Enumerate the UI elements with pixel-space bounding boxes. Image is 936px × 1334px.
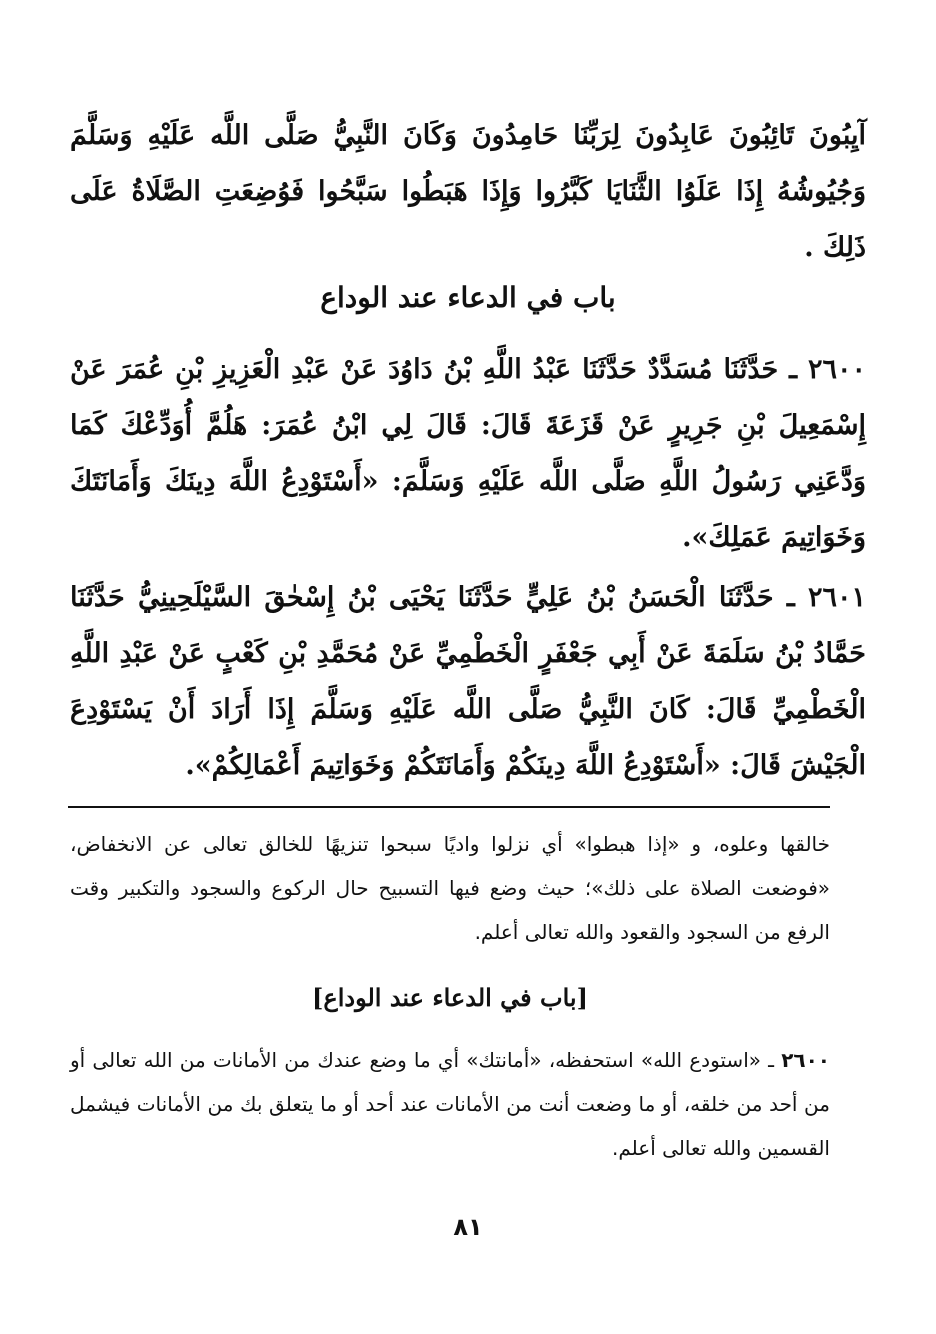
hadith-2601 — [70, 570, 866, 794]
continuation-text: آيِبُونَ تَائِبُونَ عَابِدُونَ لِرَبِّنَا حَامِدُونَ وَكَانَ النَّبِيُّ صَلَّى اللَّه عَلَيْهِ وَسَلَّمَ وَجُيُوشُهُ إِذَا عَلَوُا الثَّنَايَا كَبَّرُوا وَإِذَا هَبَطُوا سَبَّحُوا فَوُضِعَتِ الصَّلَاةُ عَلَى ذَلِكَ . — [70, 120, 866, 263]
note-number: ٢٦٠٠ — [781, 1048, 831, 1072]
hadith-number: ٢٦٠٠ — [807, 354, 866, 385]
commentary-text: خالقها وعلوه، و «إذا هبطوا» أي نزلوا واديًا سبحوا تنزيهًا للخالق تعالى عن الانخفاض، «فوضعت الصلاة على ذلك»؛ حيث وضع فيها التسبيح حال الركوع والسجود والتكبير وقت الرفع من السجود والقعود والله تعالى أعلم. — [70, 832, 830, 944]
note-text: ـ «استودع الله» استحفظه، «أمانتك» أي ما وضع عندك من الأمانات من الله تعالى أو من أحد من خلقه، أو ما وضعت أنت من الأمانات عند أحد أو ما يتعلق بك من الأمانات فيشمل القسمين والله تعالى أعلم. — [70, 1048, 830, 1160]
page-number: ٨١ — [453, 1213, 483, 1241]
continuation-paragraph — [70, 108, 866, 276]
hadith-text: ـ حَدَّثَنَا الْحَسَنُ بْنُ عَلِيٍّ حَدَّثَنَا يَحْيَى بْنُ إِسْحٰقَ السَّيْلَحِينِيُّ حَدَّثَنَا حَمَّادُ بْنُ سَلَمَةَ عَنْ أَبِي جَعْفَرٍ الْخَطْمِيِّ عَنْ مُحَمَّدِ بْنِ كَعْبٍ عَنْ عَبْدِ اللَّهِ الْخَطْمِيِّ قَالَ: كَانَ النَّبِيُّ صَلَّى اللَّه عَلَيْهِ وَسَلَّمَ إِذَا أَرَادَ أَنْ يَسْتَوْدِعَ الْجَيْشَ قَالَ: «أَسْتَوْدِعُ اللَّهَ دِينَكُمْ وَأَمَانَتَكُمْ وَخَوَاتِيمَ أَعْمَالِكُمْ». — [70, 582, 866, 781]
footnote-divider — [68, 806, 830, 808]
hadith-number: ٢٦٠١ — [807, 582, 866, 613]
hadith-text: ـ حَدَّثَنَا مُسَدَّدٌ حَدَّثَنَا عَبْدُ اللَّهِ بْنُ دَاوُدَ عَنْ عَبْدِ الْعَزِيزِ بْنِ عُمَرَ عَنْ إِسْمَعِيلَ بْنِ جَرِيرٍ عَنْ قَزَعَةَ قَالَ: قَالَ لِي ابْنُ عُمَرَ: هَلُمَّ أُوَدِّعْكَ كَمَا وَدَّعَنِي رَسُولُ اللَّهِ صَلَّى اللَّه عَلَيْهِ وَسَلَّمَ: «أَسْتَوْدِعُ اللَّهَ دِينَكَ وَأَمَانَتَكَ وَخَوَاتِيمَ عَمَلِكَ». — [70, 354, 866, 553]
commentary-note-2600 — [70, 1038, 830, 1170]
commentary-chapter-heading: [باب في الدعاء عند الوداع] — [312, 983, 588, 1012]
commentary-paragraph — [70, 822, 830, 954]
hadith-2600 — [70, 342, 866, 566]
chapter-heading: باب في الدعاء عند الوداع — [320, 281, 616, 314]
